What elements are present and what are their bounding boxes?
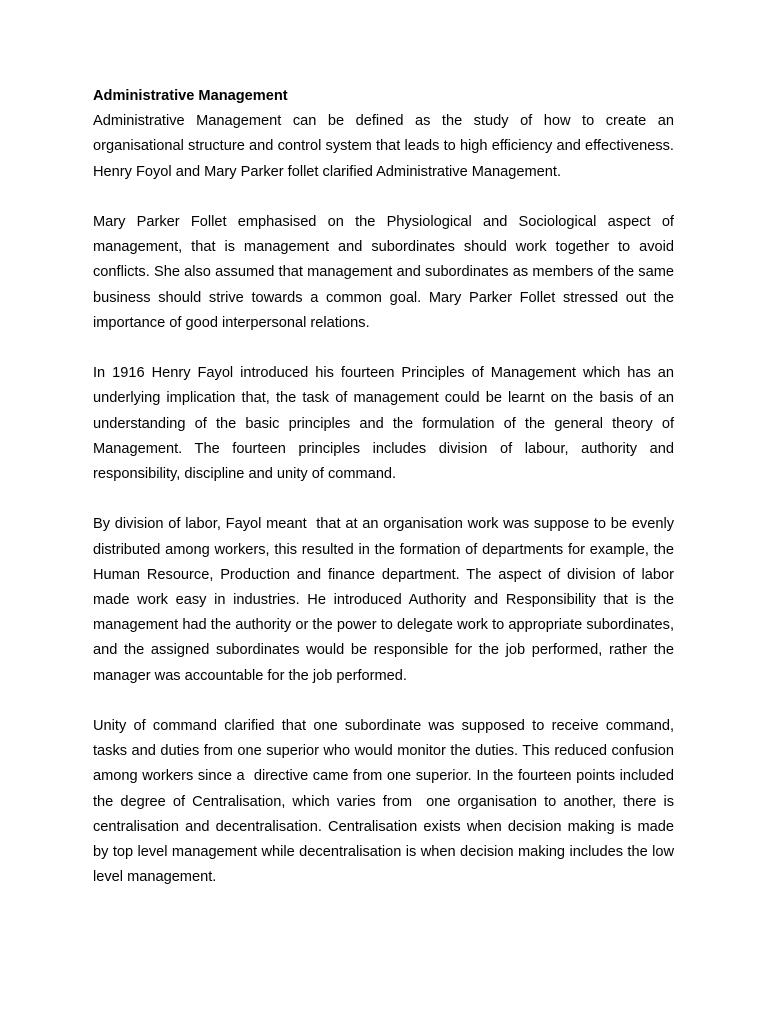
paragraph-fayol-principles: In 1916 Henry Fayol introduced his fourteen Principles of Management which has an underlying implication that, the task of management could be learnt on the basis of an understanding of the basic principles and the formulation of the general theory of Management. The fourteen principles includes division of labour, authority and responsibility, discipline and unity of command.	[93, 365, 679, 483]
paragraph-division-of-labor: By division of labor, Fayol meant that at an organisation work was suppose to be evenly distributed among workers, this resulted in the formation of departments for example, the Human Resource, Production and finance department. The aspect of division of labor made work easy in industries. He introduced Authority and Responsibility that is the management had the authority or the power to delegate work to appropriate subordinates, and the assigned subordinates would be responsible for the job performed, rather the manager was accountable for the job performed.	[93, 516, 679, 684]
document-page	[93, 84, 683, 916]
paragraph-unity-of-command: Unity of command clarified that one subordinate was supposed to receive command, tasks and duties from one superior who would monitor the duties. This reduced confusion among workers since a directive came from one superior. In the fourteen points included the degree of Centralisation, which varies from one organisation to another, there is centralisation and decentralisation. Centralisation exists when decision making is made by top level management while decentralisation is when decision making includes the low level management.	[93, 718, 683, 886]
paragraph-definition: Administrative Management can be defined as the study of how to create an organisational structure and control system that leads to high efficiency and effectiveness. Henry Foyol and Mary Parker follet clarified Administrative Management.	[93, 113, 679, 180]
document-heading: Administrative Management	[93, 88, 288, 104]
paragraph-follet: Mary Parker Follet emphasised on the Physiological and Sociological aspect of management, that is management and subordinates should work together to avoid conflicts. She also assumed that management and subordinates as members of the same business should strive towards a common goal. Mary Parker Follet stressed out the importance of good interpersonal relations.	[93, 214, 679, 331]
